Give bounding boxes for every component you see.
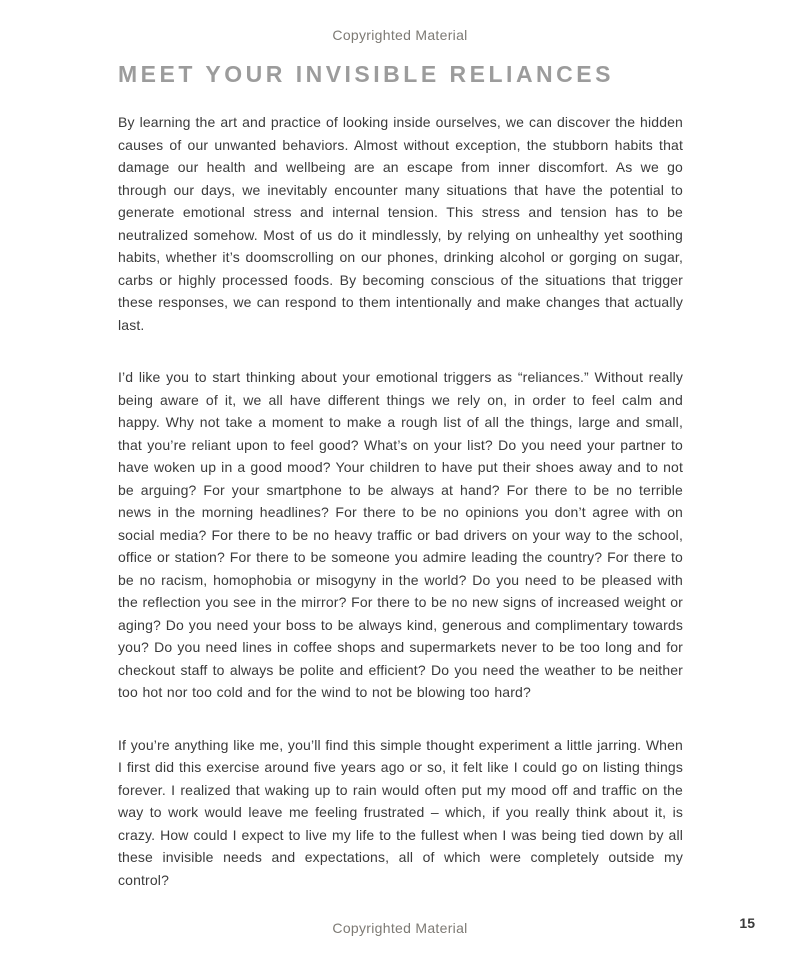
paragraph-2: I’d like you to start thinking about your emotional triggers as “reliances.” Without really being aware of it, we all have different things we rely on, in order to feel calm and happy. Why not take a moment to make a rough list of all the things, large and small, that you’re reliant upon to feel good? What’s on your list? Do you need your partner to have woken up in a good mood? Your children to have put their shoes away and to not be arguing? For your smartphone to be always at hand? For there to be no terrible news in the morning headlines? For there to be no opinions you don’t agree with on social media? For there to be no heavy traffic or bad drivers on your way to the school, office or station? For there to be someone you admire leading the country? For there to be no racism, homophobia or misogyny in the world? Do you need to be pleased with the reflection you see in the mirror? For there to be no new signs of increased weight or aging? Do you need your boss to be always kind, generous and complimentary towards you? Do you need lines in coffee shops and supermarkets never to be too long and for checkout staff to always be polite and efficient? Do you need the weather to be neither too hot nor too cold and for the wind to not be blowing too hard? — [118, 369, 683, 700]
paragraph-1: By learning the art and practice of looking inside ourselves, we can discover the hidden causes of our unwanted behaviors. Almost without exception, the stubborn habits that damage our health and wellbeing are an escape from inner discomfort. As we go through our days, we inevitably encounter many situations that have the potential to generate emotional stress and internal tension. This stress and tension has to be neutralized somehow. Most of us do it mindlessly, by relying on unhealthy yet soothing habits, whether it’s doomscrolling on our phones, drinking alcohol or gorging on sugar, carbs or highly processed foods. By becoming conscious of the situations that trigger these responses, we can respond to them intentionally and make changes that actually last. — [118, 114, 683, 333]
body-text — [118, 111, 683, 921]
copyright-notice-top: Copyrighted Material — [332, 27, 468, 43]
copyright-notice-bottom: Copyrighted Material — [332, 920, 468, 936]
page-number: 15 — [739, 915, 755, 931]
paragraph-3: If you’re anything like me, you’ll find this simple thought experiment a little jarring. When I first did this exercise around five years ago or so, it felt like I could go on listing things forever. I realized that waking up to rain would often put my mood off and traffic on the way to work would leave me feeling frustrated – which, if you really think about it, is crazy. How could I expect to live my life to the fullest when I was being tied down by all these invisible needs and expectations, all of which were completely outside my control? — [118, 736, 683, 888]
page-title: MEET YOUR INVISIBLE RELIANCES — [118, 61, 614, 87]
